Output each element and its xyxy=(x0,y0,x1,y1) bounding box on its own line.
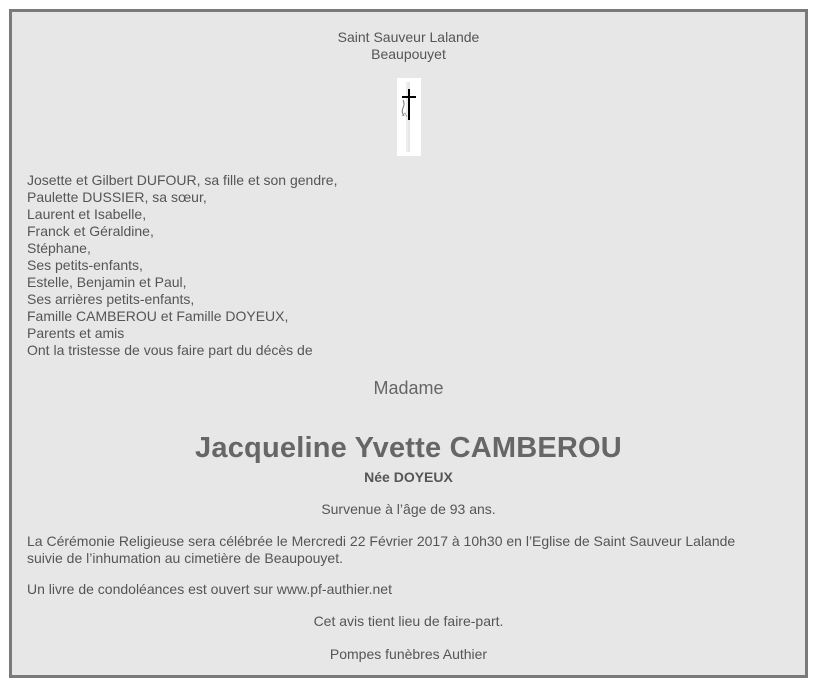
funeral-home: Pompes funèbres Authier xyxy=(329,646,488,662)
family-line: Laurent et Isabelle, xyxy=(27,206,147,222)
condolences-text: Un livre de condoléances est ouvert sur www.pf-authier.net xyxy=(27,581,392,597)
deceased-title: Madame xyxy=(373,378,444,398)
family-list xyxy=(27,172,337,359)
ceremony-line-1: La Cérémonie Religieuse sera célébrée le Mercredi 22 Février 2017 à 10h30 en l’Eglise de Saint Sauveur Lalande xyxy=(27,533,736,549)
family-line: Ses petits-enfants, xyxy=(27,257,143,273)
cross-icon xyxy=(397,78,421,156)
family-line: Famille CAMBEROU et Famille DOYEUX, xyxy=(27,308,289,324)
family-line: Paulette DUSSIER, sa sœur, xyxy=(27,189,207,205)
family-line: Ses arrières petits-enfants, xyxy=(27,291,195,307)
obituary-card xyxy=(9,9,808,678)
location-line-2: Beaupouyet xyxy=(371,46,446,62)
age-text: Survenue à l’âge de 93 ans. xyxy=(321,501,496,517)
family-line: Estelle, Benjamin et Paul, xyxy=(27,274,187,290)
cross-emblem xyxy=(397,78,421,156)
family-line: Parents et amis xyxy=(27,325,125,341)
deceased-name: Jacqueline Yvette CAMBEROU xyxy=(195,432,622,464)
location-line-1: Saint Sauveur Lalande xyxy=(337,29,480,45)
maiden-name: Née DOYEUX xyxy=(364,469,453,485)
family-line: Ont la tristesse de vous faire part du décès de xyxy=(27,342,313,358)
location-header xyxy=(12,29,805,63)
family-line: Stéphane, xyxy=(27,240,91,256)
notice-note: Cet avis tient lieu de faire-part. xyxy=(313,613,504,629)
family-line: Franck et Géraldine, xyxy=(27,223,154,239)
ceremony-details xyxy=(27,533,787,567)
ceremony-line-2: suivie de l’inhumation au cimetière de Beaupouyet. xyxy=(27,550,343,566)
family-line: Josette et Gilbert DUFOUR, sa fille et son gendre, xyxy=(27,172,338,188)
